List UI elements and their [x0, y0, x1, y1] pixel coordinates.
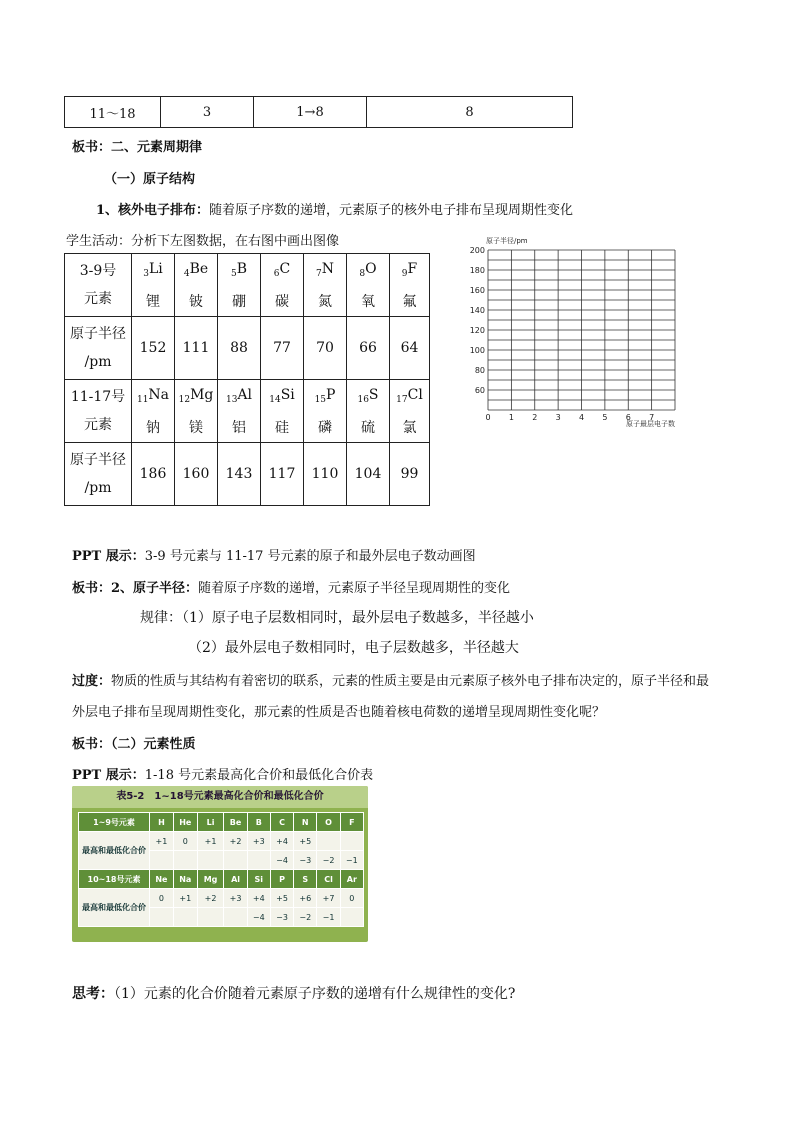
valence-value: [150, 908, 174, 927]
y-tick-label: 200: [470, 246, 485, 255]
point-label: 1、核外电子排布：: [96, 203, 210, 218]
table-cell: 1→8: [254, 97, 367, 128]
element-cell: $_7$N 氮: [304, 254, 347, 317]
valence-value: −3: [270, 908, 293, 927]
x-tick-label: 6: [625, 413, 631, 422]
element-symbol: Al: [224, 870, 247, 889]
element-cell: $_3$Li 锂: [132, 254, 175, 317]
valence-value: −1: [340, 851, 363, 870]
valence-value: −4: [270, 851, 293, 870]
valence-value: [317, 832, 340, 851]
row-header: 原子半径 /pm: [65, 317, 132, 380]
row-label: 最高和最低化合价: [79, 832, 150, 870]
think-question: [72, 983, 515, 1003]
valence-value: [340, 908, 363, 927]
table-cell: 3: [161, 97, 254, 128]
element-cell: $_{14}$Si 硅: [261, 380, 304, 443]
valence-value: −1: [317, 908, 340, 927]
radius-value: 186: [132, 443, 175, 506]
chart-ylabel: 原子半径/pm: [486, 237, 528, 245]
valence-value: 0: [150, 889, 174, 908]
valence-value: +1: [173, 889, 197, 908]
element-cell: $_{12}$Mg 镁: [175, 380, 218, 443]
board-heading-1: [72, 136, 202, 155]
valence-table: [78, 812, 364, 927]
rule-2: （2）最外层电子数相同时，电子层数越多，半径越大: [188, 640, 519, 656]
radius-value: 117: [261, 443, 304, 506]
board-label: 板书：: [72, 140, 112, 155]
valence-value: [224, 908, 247, 927]
element-symbol: O: [317, 813, 340, 832]
y-tick-label: 180: [470, 266, 485, 275]
y-tick-label: 100: [470, 346, 485, 355]
board-heading-2: [72, 577, 510, 596]
valence-table-photo: [72, 786, 368, 942]
ppt-note-1: [72, 545, 476, 564]
y-tick-label: 120: [470, 326, 485, 335]
ppt-label: PPT 展示：: [72, 549, 145, 564]
row-label: 10~18号元素: [79, 870, 150, 889]
valence-value: +3: [224, 889, 247, 908]
transition-text: 物质的性质与其结构有着密切的联系，元素的性质主要是由元素原子核外电子排布决定的，原子半径和最: [111, 674, 710, 689]
element-cell: $_4$Be 铍: [175, 254, 218, 317]
element-symbol: He: [173, 813, 197, 832]
y-tick-label: 60: [474, 386, 485, 395]
element-symbol: N: [294, 813, 317, 832]
element-cell: $_{15}$P 磷: [304, 380, 347, 443]
ppt-text: 3-9 号元素与 11-17 号元素的原子和最外层电子数动画图: [144, 549, 476, 564]
valence-value: −2: [294, 908, 317, 927]
radius-grid-chart: [470, 232, 690, 432]
board-text: 随着原子序数的递增，元素原子半径呈现周期性的变化: [198, 581, 511, 596]
valence-value: [150, 851, 174, 870]
valence-value: +1: [197, 832, 224, 851]
valence-value: +4: [247, 889, 270, 908]
element-cell: $_{17}$Cl 氯: [390, 380, 430, 443]
element-symbol: B: [247, 813, 270, 832]
element-cell: $_{16}$S 硫: [347, 380, 390, 443]
radius-value: 66: [347, 317, 390, 380]
row-header: 11-17号 元素: [65, 380, 132, 443]
x-tick-label: 0: [485, 413, 491, 422]
radius-value: 99: [390, 443, 430, 506]
radius-value: 104: [347, 443, 390, 506]
valence-value: 0: [173, 832, 197, 851]
element-symbol: Li: [197, 813, 224, 832]
valence-value: [340, 832, 363, 851]
board-text: （二）元素性质: [111, 737, 196, 752]
table-cell: 8: [367, 97, 573, 128]
radius-value: 77: [261, 317, 304, 380]
element-symbol: H: [150, 813, 174, 832]
valence-value: [173, 908, 197, 927]
valence-value: 0: [340, 889, 363, 908]
transition-para: [72, 670, 709, 689]
point-electron-arrangement: [96, 199, 573, 218]
radius-value: 88: [218, 317, 261, 380]
valence-value: [173, 851, 197, 870]
x-tick-label: 7: [649, 413, 655, 422]
think-text: （1）元素的化合价随着元素原子序数的递增有什么规律性的变化?: [114, 986, 516, 1002]
x-tick-label: 5: [602, 413, 608, 422]
radius-value: 160: [175, 443, 218, 506]
valence-value: [247, 851, 270, 870]
element-symbol: Be: [224, 813, 247, 832]
valence-value: +5: [294, 832, 317, 851]
valence-value: −3: [294, 851, 317, 870]
board-label: 板书：2、原子半径：: [72, 581, 199, 596]
y-tick-label: 80: [474, 366, 485, 375]
valence-value: +1: [150, 832, 174, 851]
x-tick-label: 2: [532, 413, 538, 422]
think-label: 思考：: [72, 986, 114, 1002]
valence-value: [197, 851, 224, 870]
radius-table: [64, 253, 430, 506]
radius-value: 143: [218, 443, 261, 506]
valence-value: [197, 908, 224, 927]
element-symbol: Ne: [150, 870, 174, 889]
element-symbol: S: [294, 870, 317, 889]
y-tick-label: 160: [470, 286, 485, 295]
section-heading: （一）原子结构: [104, 172, 196, 187]
element-symbol: Cl: [317, 870, 340, 889]
transition-label: 过度：: [72, 674, 112, 689]
valence-value: +4: [270, 832, 293, 851]
board-label: 板书：: [72, 737, 112, 752]
y-tick-label: 140: [470, 306, 485, 315]
radius-value: 152: [132, 317, 175, 380]
element-cell: $_6$C 碳: [261, 254, 304, 317]
valence-value: −4: [247, 908, 270, 927]
transition-para-line2: 外层电子排布呈现周期性变化，那元素的性质是否也随着核电荷数的递增呈现周期性变化呢？: [72, 705, 606, 720]
x-tick-label: 4: [578, 413, 585, 422]
row-label: 1~9号元素: [79, 813, 150, 832]
row-header: 3-9号 元素: [65, 254, 132, 317]
chart-xlabel: 原子最层电子数: [626, 420, 675, 428]
element-symbol: Mg: [197, 870, 224, 889]
table-cell: 11～18: [65, 97, 161, 128]
ppt-note-2: [72, 764, 373, 783]
valence-value: +7: [317, 889, 340, 908]
ppt-text: 1-18 号元素最高化合价和最低化合价表: [144, 768, 374, 783]
point-text: 随着原子序数的递增，元素原子的核外电子排布呈现周期性变化: [209, 203, 574, 218]
row-header: 原子半径 /pm: [65, 443, 132, 506]
valence-value: +2: [197, 889, 224, 908]
valence-value: +3: [247, 832, 270, 851]
element-symbol: C: [270, 813, 293, 832]
valence-value: +6: [294, 889, 317, 908]
radius-value: 111: [175, 317, 218, 380]
element-symbol: Si: [247, 870, 270, 889]
valence-value: −2: [317, 851, 340, 870]
photo-caption: 表5-2 1~18号元素最高化合价和最低化合价: [72, 786, 368, 808]
valence-value: +5: [270, 889, 293, 908]
chart-grid: [488, 250, 675, 410]
rule-1: 规律：（1）原子电子层数相同时，最外层电子数越多，半径越小: [140, 610, 534, 626]
board-text: 二、元素周期律: [111, 140, 203, 155]
radius-value: 70: [304, 317, 347, 380]
element-symbol: Ar: [340, 870, 363, 889]
board-heading-3: [72, 733, 196, 752]
element-cell: $_5$B 硼: [218, 254, 261, 317]
element-symbol: Na: [173, 870, 197, 889]
valence-value: +2: [224, 832, 247, 851]
x-tick-label: 3: [555, 413, 561, 422]
row-label: 最高和最低化合价: [79, 889, 150, 927]
valence-value: [224, 851, 247, 870]
element-cell: $_9$F 氟: [390, 254, 430, 317]
top-table: [64, 96, 573, 128]
ppt-label: PPT 展示：: [72, 768, 145, 783]
element-cell: $_{11}$Na 钠: [132, 380, 175, 443]
x-tick-label: 1: [508, 413, 514, 422]
element-cell: $_{13}$Al 铝: [218, 380, 261, 443]
element-symbol: F: [340, 813, 363, 832]
radius-value: 110: [304, 443, 347, 506]
element-cell: $_8$O 氧: [347, 254, 390, 317]
student-activity: 学生活动：分析下左图数据，在右图中画出图像: [66, 234, 340, 249]
element-symbol: P: [270, 870, 293, 889]
radius-value: 64: [390, 317, 430, 380]
